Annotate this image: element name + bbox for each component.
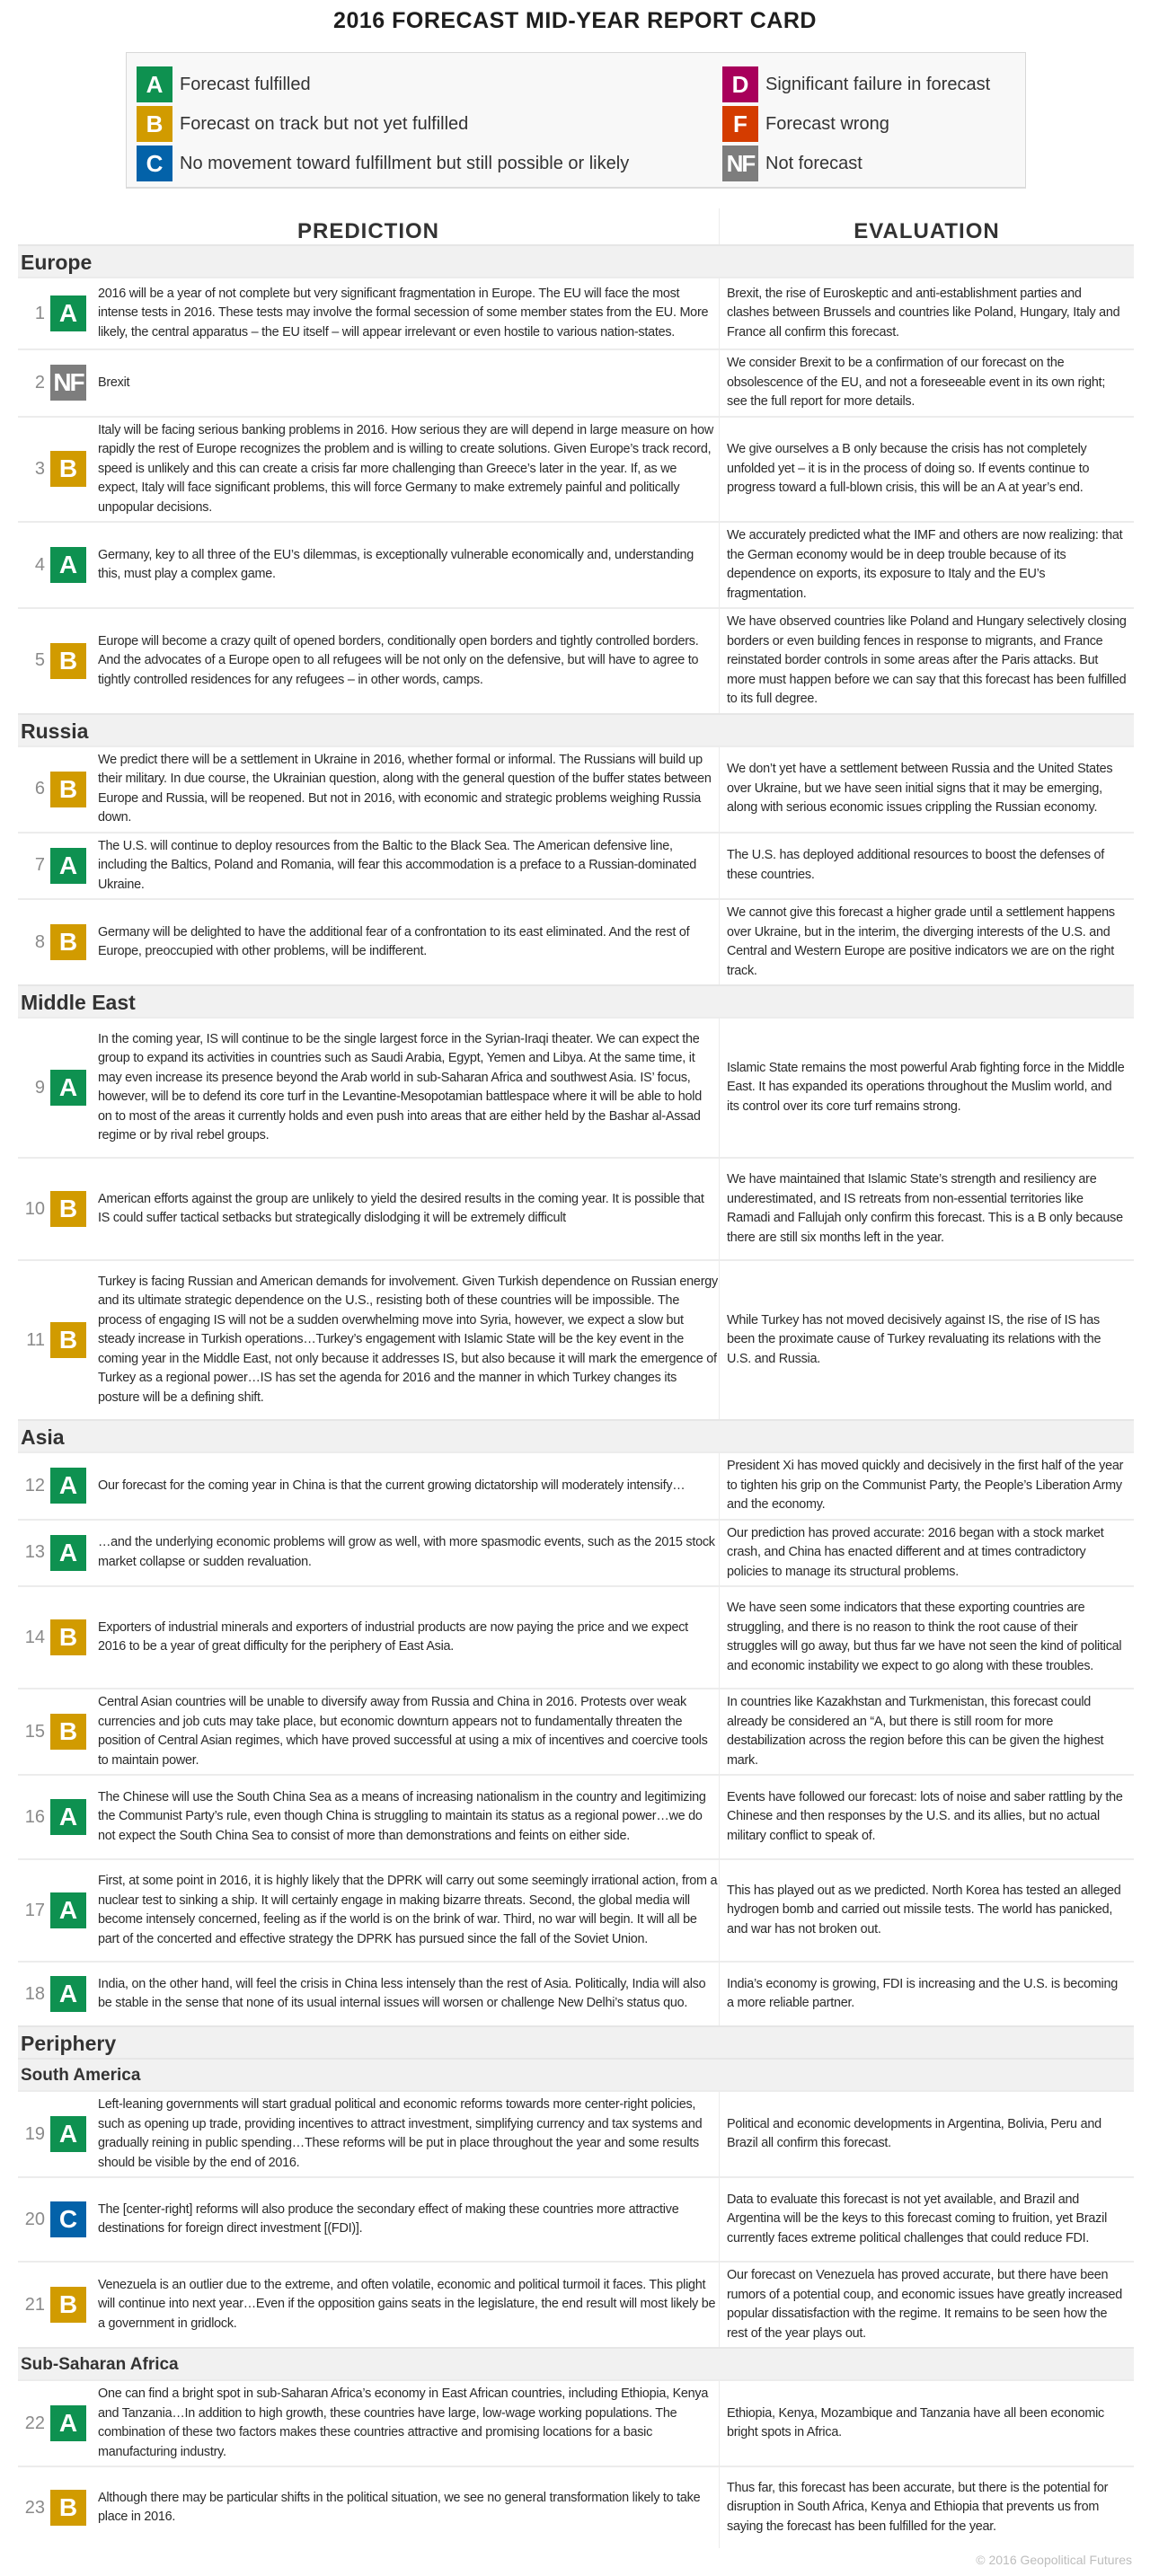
- prediction-cell: [18, 1019, 719, 1157]
- evaluation-cell: [719, 1453, 1134, 1519]
- prediction-text: The Chinese will use the South China Sea as a means of increasing nationalism in the country and legitimizing the Communist Party’s rule, even though China is struggling to maintain its status as a regional power…we do not expect the South China Sea to consist of more than demonstrations and feints on either side.: [98, 1789, 706, 1843]
- evaluation-column-header: EVALUATION: [719, 208, 1134, 244]
- row-number: 13: [24, 1542, 45, 1563]
- evaluation-text: We don’t yet have a settlement between Russia and the United States over Ukraine, but we have seen initial signs that it may be emerging, along with serious economic issues crippling the Russian economy.: [727, 762, 1113, 816]
- grade-badge: NF: [50, 365, 86, 401]
- legend-column-right: [722, 65, 990, 183]
- legend-item-nf: [722, 144, 990, 183]
- grade-badge: B: [50, 924, 86, 960]
- grade-badge: B: [50, 2490, 86, 2526]
- row-number: 22: [24, 2413, 45, 2433]
- prediction-cell: [18, 1776, 719, 1858]
- grade-badge: A: [50, 1535, 86, 1571]
- prediction-text: One can find a bright spot in sub-Saharan Africa’s economy in East African countries, including Ethiopia, Kenya and Tanzania…In addition to high growth, these countries have large, low-wage working populations. The combination of these two factors makes these countries attractive and promising locations for a basic manufacturing industry.: [98, 2386, 709, 2459]
- row-number: 23: [24, 2497, 45, 2518]
- evaluation-text: We give ourselves a B only because the crisis has not completely unfolded yet – it is in the process of doing so. If events continue to progress toward a full-blown crisis, this will be an A at year’s end.: [727, 442, 1090, 495]
- evaluation-text: In countries like Kazakhstan and Turkmenistan, this forecast could already be considered an “A, but there is still room for more destabilization across the region before this can be given the highest mark.: [727, 1695, 1104, 1768]
- prediction-cell: [18, 1261, 719, 1419]
- grade-badge: A: [50, 2405, 86, 2441]
- prediction-text: First, at some point in 2016, it is highly likely that the DPRK will carry out some seemingly irrational action, from a nuclear test to sinking a ship. It will certainly engage in making bizarre threats. Second, the global media will become intensely concerned, feeling as if the world is on the brink of war. Third, no war will begin. It will all be part of the concerted and effective strategy the DPRK has pursued since the fall of the Soviet Union.: [98, 1874, 718, 1946]
- prediction-text: Our forecast for the coming year in China is that the current growing dictatorship will moderately intensify…: [98, 1478, 686, 1493]
- table-row: [18, 745, 1134, 832]
- table-header: [18, 208, 1134, 244]
- evaluation-cell: [719, 1521, 1134, 1586]
- table-row: [18, 1157, 1134, 1259]
- evaluation-cell: [719, 418, 1134, 522]
- prediction-text: The U.S. will continue to deploy resources from the Baltic to the Black Sea. The American defensive line, including the Baltics, Poland and Romania, will fear this accommodation is a preface to a Russian-dominated Ukraine.: [98, 838, 696, 892]
- grade-badge-a: A: [137, 66, 172, 102]
- evaluation-text: Islamic State remains the most powerful Arab fighting force in the Middle East. It has expanded its operations throughout the Muslim world, and its control over its core turf remains strong.: [727, 1060, 1125, 1114]
- table-body: [18, 244, 1134, 2548]
- table-row: [18, 416, 1134, 522]
- evaluation-cell: [719, 1689, 1134, 1774]
- table-row: [18, 1017, 1134, 1157]
- prediction-text: Central Asian countries will be unable to diversify away from Russia and China in 2016. Protests over weak currencies and job cuts may take place, but economic downturn appears not to fundamentally threaten the position of Central Asian regimes, which have proved successful at using a mix of incentives and coercive tools to maintain power.: [98, 1695, 708, 1768]
- prediction-text: Italy will be facing serious banking problems in 2016. How serious they are will depend in large measure on how rapidly the rest of Europe recognizes the problem and is willing to create solutions. Given Europe’s track record, speed is unlikely and this can create a crisis far more challenging than Greece’s later in the year. If, as we expect, Italy will face significant problems, this will force Germany to make extremely painful and politically unpopular decisions.: [98, 422, 713, 515]
- evaluation-text: Ethiopia, Kenya, Mozambique and Tanzania have all been economic bright spots in Africa.: [727, 2405, 1104, 2439]
- grade-badge: A: [50, 1799, 86, 1835]
- row-number: 5: [34, 650, 45, 671]
- row-number: 11: [26, 1329, 45, 1350]
- prediction-cell: [18, 900, 719, 984]
- prediction-cell: [18, 2381, 719, 2466]
- row-number: 10: [24, 1198, 45, 1219]
- prediction-text: Europe will become a crazy quilt of opened borders, conditionally open borders and tightly controlled borders. And the advocates of a Europe open to all refugees will be not only on the defensive, but will have to agree to tightly controlled residences for any refugees – in other words, camps.: [98, 633, 699, 687]
- prediction-cell: [18, 2178, 719, 2261]
- prediction-text: 2016 will be a year of not complete but very significant fragmentation in Europe. The EU will face the most intense tests in 2016. These tests may involve the formal secession of some member states from the EU. More likely, the central apparatus – the EU itself – will appear irrelevant or even hostile to various nation-states.: [98, 286, 709, 340]
- section-heading-periphery: Periphery: [18, 2025, 1134, 2058]
- row-number: 6: [34, 779, 45, 798]
- prediction-text: Germany will be delighted to have the additional fear of a confrontation to its east eliminated. And the rest of Europe, preoccupied with other problems, will be indifferent.: [98, 924, 690, 958]
- prediction-text: Turkey is facing Russian and American demands for involvement. Given Turkish dependence on Russian energy and its ultimate strategic dependence on the U.S., resisting both of these countries will be impossible. The process of engaging IS will not be a sudden overwhelming move into Syria, however, we expect a slow but steady increase in Turkish operations…Turkey’s engagement with Islamic State will be the key event in the coming year in the Middle East, not only because it addresses IS, but also because it will mark the emergence of Turkey as a regional power…IS has set the agenda for 2016 and the manner in which Turkey changes its posture will be a defining shift.: [98, 1274, 718, 1405]
- evaluation-cell: [719, 900, 1134, 984]
- evaluation-cell: [719, 350, 1134, 416]
- evaluation-text: Data to evaluate this forecast is not yet available, and Brazil and Argentina will be the keys to this forecast coming to fruition, yet Brazil currently faces extreme political challenges that could reduce FDI.: [727, 2192, 1108, 2245]
- evaluation-cell: [719, 747, 1134, 832]
- evaluation-cell: [719, 2467, 1134, 2548]
- legend-label: Forecast on track but not yet fulfilled: [180, 113, 469, 134]
- table-row: [18, 1858, 1134, 1961]
- evaluation-cell: [719, 2381, 1134, 2466]
- evaluation-text: We have observed countries like Poland and Hungary selectively closing borders or even building fences in response to migrants, and France reinstated border controls in some areas after the Paris attacks. But more must happen before we can say that this forecast has been fulfilled to its full degree.: [727, 614, 1127, 706]
- legend-item-a: [137, 65, 629, 104]
- table-row: [18, 1259, 1134, 1419]
- report-table: [18, 208, 1134, 2548]
- table-row: [18, 2176, 1134, 2261]
- section-heading-europe: Europe: [18, 244, 1134, 277]
- prediction-cell: [18, 2263, 719, 2347]
- grade-badge-d: D: [722, 66, 758, 102]
- grade-badge: A: [50, 1070, 86, 1106]
- evaluation-cell: [719, 1159, 1134, 1259]
- table-row: [18, 1774, 1134, 1858]
- prediction-cell: [18, 350, 719, 416]
- grade-badge: A: [50, 1892, 86, 1928]
- evaluation-cell: [719, 1860, 1134, 1961]
- legend-label: Not forecast: [765, 153, 862, 173]
- evaluation-text: Brexit, the rise of Euroskeptic and anti-establishment parties and clashes between Brussels and countries like Poland, Hungary, Italy and France all confirm this forecast.: [727, 286, 1120, 340]
- row-number: 9: [34, 1077, 45, 1098]
- prediction-cell: [18, 2092, 719, 2176]
- row-number: 17: [24, 1900, 45, 1920]
- evaluation-cell: [719, 1019, 1134, 1157]
- row-number: 2: [34, 372, 45, 393]
- evaluation-cell: [719, 2263, 1134, 2347]
- prediction-text: India, on the other hand, will feel the crisis in China less intensely than the rest of Asia. Politically, India will also be stable in the sense that none of its usual internal issues will worsen or challenge New Delhi’s status quo.: [98, 1976, 706, 2010]
- table-row: [18, 1519, 1134, 1586]
- prediction-text: Venezuela is an outlier due to the extreme, and often volatile, economic and political turmoil it faces. This plight will continue into next year…Even if the opposition gains seats in the legislature, the end result will most likely be a government in gridlock.: [98, 2277, 716, 2331]
- evaluation-text: Our forecast on Venezuela has proved accurate, but there have been rumors of a potential coup, and economic issues have greatly increased popular dissatisfaction with the regime. It remains to be seen how the rest of the year plays out.: [727, 2268, 1123, 2341]
- evaluation-text: We consider Brexit to be a confirmation of our forecast on the obsolescence of the EU, and not a foreseeable event in its own right; see the full report for more details.: [727, 356, 1106, 409]
- report-title: 2016 FORECAST MID-YEAR REPORT CARD: [333, 8, 817, 33]
- row-number: 15: [24, 1721, 45, 1742]
- row-number: 12: [24, 1475, 45, 1495]
- grade-badge: B: [50, 1322, 86, 1358]
- prediction-text: In the coming year, IS will continue to be the single largest force in the Syrian-Iraqi theater. We can expect the group to expand its activities in countries such as Saudi Arabia, Egypt, Yemen and Libya. At the same time, it may even increase its presence beyond the Arab world in sub-Saharan Africa and southwest Asia. IS’ focus, however, will be to defend its core turf in the Levantine-Mesopotamian battlespace where it will be able to hold on to most of the areas it currently holds and even push into areas that are either held by the Bashar al-Assad regime or by rival rebel groups.: [98, 1031, 702, 1142]
- section-heading-russia: Russia: [18, 713, 1134, 745]
- evaluation-cell: [719, 1963, 1134, 2025]
- evaluation-text: Our prediction has proved accurate: 2016 began with a stock market crash, and China has enacted different and at times contradictory policies to manage its structural problems.: [727, 1525, 1104, 1579]
- copyright-footer: © 2016 Geopolitical Futures: [976, 2553, 1132, 2567]
- grade-badge: B: [50, 643, 86, 679]
- grade-badge: A: [50, 547, 86, 583]
- legend-item-b: [137, 104, 629, 144]
- grade-badge: A: [50, 1468, 86, 1504]
- evaluation-text: India’s economy is growing, FDI is increasing and the U.S. is becoming a more reliable partner.: [727, 1976, 1118, 2010]
- grade-badge-f: F: [722, 106, 758, 142]
- legend-item-d: [722, 65, 990, 104]
- row-number: 1: [34, 303, 45, 323]
- grade-badge-nf: NF: [722, 146, 758, 181]
- table-row: [18, 1961, 1134, 2025]
- evaluation-text: We have seen some indicators that these exporting countries are struggling, and there is no reason to think the root cause of their struggles will go away, but thus far we have not seen the kind of political and economic instability we expect to go along with these troubles.: [727, 1601, 1122, 1673]
- evaluation-text: Thus far, this forecast has been accurate, but there is the potential for disruption in South Africa, Kenya and Ethiopia that prevents us from saying the forecast has been fulfilled for the year.: [727, 2480, 1109, 2534]
- prediction-cell: [18, 523, 719, 607]
- evaluation-text: We cannot give this forecast a higher grade until a settlement happens over Ukraine, but in the interim, the diverging interests of the U.S. and Central and Western Europe are positive indicators we are on the right track.: [727, 905, 1115, 978]
- grade-badge: B: [50, 2287, 86, 2323]
- evaluation-cell: [719, 2092, 1134, 2176]
- table-row: [18, 521, 1134, 607]
- prediction-cell: [18, 1159, 719, 1259]
- evaluation-text: Events have followed our forecast: lots of noise and saber rattling by the Chinese and then responses by the U.S. and its allies, but no actual military conflict to speak of.: [727, 1789, 1123, 1843]
- grade-badge: A: [50, 296, 86, 331]
- evaluation-text: We have maintained that Islamic State’s strength and resiliency are underestimated, and IS retreats from non-essential territories like Ramadi and Fallujah only confirm this forecast. This is a B only because there are still six months left in the year.: [727, 1172, 1123, 1245]
- section-heading-sub-saharan-africa: Sub-Saharan Africa: [18, 2347, 1134, 2379]
- grade-badge: B: [50, 1714, 86, 1750]
- grade-badge: A: [50, 848, 86, 884]
- row-number: 16: [24, 1806, 45, 1827]
- row-number: 20: [24, 2209, 45, 2229]
- grade-badge-c: C: [137, 146, 172, 181]
- table-row: [18, 607, 1134, 713]
- prediction-text: American efforts against the group are unlikely to yield the desired results in the coming year. It is possible that IS could suffer tactical setbacks but strategically dislodging it will be extremely difficult: [98, 1191, 704, 1225]
- table-row: [18, 832, 1134, 899]
- prediction-text: …and the underlying economic problems will grow as well, with more spasmodic events, such as the 2015 stock market collapse or sudden revaluation.: [98, 1535, 715, 1569]
- prediction-text: Brexit: [98, 375, 130, 390]
- evaluation-cell: [719, 834, 1134, 899]
- row-number: 7: [34, 855, 45, 876]
- evaluation-text: The U.S. has deployed additional resources to boost the defenses of these countries.: [727, 848, 1105, 882]
- evaluation-text: While Turkey has not moved decisively against IS, the rise of IS has been the proximate cause of Turkey revaluating its relations with the U.S. and Russia.: [727, 1312, 1101, 1366]
- row-number: 3: [34, 458, 45, 479]
- table-row: [18, 2261, 1134, 2347]
- row-number: 8: [34, 931, 45, 952]
- prediction-cell: [18, 278, 719, 348]
- legend-item-f: [722, 104, 990, 144]
- grade-badge-b: B: [137, 106, 172, 142]
- prediction-cell: [18, 747, 719, 832]
- evaluation-text: We accurately predicted what the IMF and others are now realizing: that the German economy would be in deep trouble because of its dependence on exports, its exposure to Italy and the EU’s fragmentation.: [727, 528, 1123, 601]
- table-row: [18, 1688, 1134, 1774]
- row-number: 18: [24, 1983, 45, 2004]
- grade-badge: A: [50, 2116, 86, 2152]
- row-number: 19: [24, 2123, 45, 2144]
- evaluation-cell: [719, 523, 1134, 607]
- prediction-text: Exporters of industrial minerals and exporters of industrial products are now paying the price and we expect 2016 to be a year of great difficulty for the periphery of East Asia.: [98, 1619, 688, 1654]
- row-number: 14: [24, 1627, 45, 1647]
- evaluation-cell: [719, 2178, 1134, 2261]
- table-row: [18, 277, 1134, 348]
- section-heading-middle-east: Middle East: [18, 984, 1134, 1017]
- prediction-cell: [18, 1860, 719, 1961]
- prediction-cell: [18, 609, 719, 713]
- grade-badge: C: [50, 2201, 86, 2237]
- prediction-cell: [18, 1689, 719, 1774]
- legend-label: Significant failure in forecast: [765, 74, 991, 94]
- evaluation-cell: [719, 609, 1134, 713]
- legend-label: Forecast fulfilled: [180, 74, 311, 94]
- grade-badge: B: [50, 1619, 86, 1655]
- row-number: 4: [34, 554, 45, 575]
- prediction-cell: [18, 1963, 719, 2025]
- evaluation-text: This has played out as we predicted. North Korea has tested an alleged hydrogen bomb and carried out missile tests. The world has panicked, and war has not broken out.: [727, 1883, 1121, 1936]
- prediction-cell: [18, 418, 719, 522]
- legend-label: Forecast wrong: [765, 113, 889, 134]
- grade-badge: B: [50, 1191, 86, 1227]
- grade-badge: B: [50, 772, 86, 807]
- evaluation-text: President Xi has moved quickly and decisively in the first half of the year to tighten his grip on the Communist Party, the People’s Liberation Army and the economy.: [727, 1459, 1124, 1512]
- table-row: [18, 2466, 1134, 2548]
- evaluation-text: Political and economic developments in Argentina, Bolivia, Peru and Brazil all confirm this forecast.: [727, 2116, 1101, 2150]
- evaluation-cell: [719, 1587, 1134, 1688]
- row-number: 21: [24, 2294, 45, 2315]
- prediction-text: Although there may be particular shifts in the political situation, we see no general transformation likely to take place in 2016.: [98, 2490, 701, 2524]
- prediction-cell: [18, 2467, 719, 2548]
- table-row: [18, 1585, 1134, 1688]
- prediction-text: The [center-right] reforms will also produce the secondary effect of making these countries more attractive destinations for foreign direct investment [(FDI)].: [98, 2201, 679, 2236]
- evaluation-cell: [719, 1261, 1134, 1419]
- prediction-cell: [18, 1453, 719, 1519]
- legend-item-c: [137, 144, 629, 183]
- prediction-text: Germany, key to all three of the EU’s dilemmas, is exceptionally vulnerable economically and, understanding this, must play a complex game.: [98, 547, 694, 581]
- prediction-cell: [18, 1521, 719, 1586]
- prediction-column-header: PREDICTION: [296, 219, 439, 243]
- section-heading-asia: Asia: [18, 1419, 1134, 1451]
- legend-column-left: [137, 65, 629, 183]
- prediction-cell: [18, 834, 719, 899]
- table-row: [18, 2090, 1134, 2176]
- grade-badge: B: [50, 451, 86, 487]
- table-row: [18, 348, 1134, 416]
- evaluation-cell: [719, 278, 1134, 348]
- prediction-text: Left-leaning governments will start gradual political and economic reforms towards more center-right policies, such as opening up trade, providing incentives to attract investment, simplifying currency and tax systems and gradually reining in public spending…These reforms will be put in place throughout the year and some results should be visible by the end of 2016.: [98, 2097, 703, 2170]
- evaluation-cell: [719, 1776, 1134, 1858]
- table-row: [18, 898, 1134, 984]
- legend-label: No movement toward fulfillment but still possible or likely: [180, 153, 630, 173]
- table-row: [18, 2379, 1134, 2466]
- grade-legend: [126, 52, 1026, 189]
- table-row: [18, 1451, 1134, 1519]
- grade-badge: A: [50, 1976, 86, 2012]
- prediction-text: We predict there will be a settlement in Ukraine in 2016, whether formal or informal. The Russians will build up their military. In due course, the Ukrainian question, along with the general question of the buffer states between Europe and Russia, will be reopened. But not in 2016, with economic and strategic problems weighing Russia down.: [98, 752, 712, 825]
- prediction-cell: [18, 1587, 719, 1688]
- section-heading-south-america: South America: [18, 2058, 1134, 2090]
